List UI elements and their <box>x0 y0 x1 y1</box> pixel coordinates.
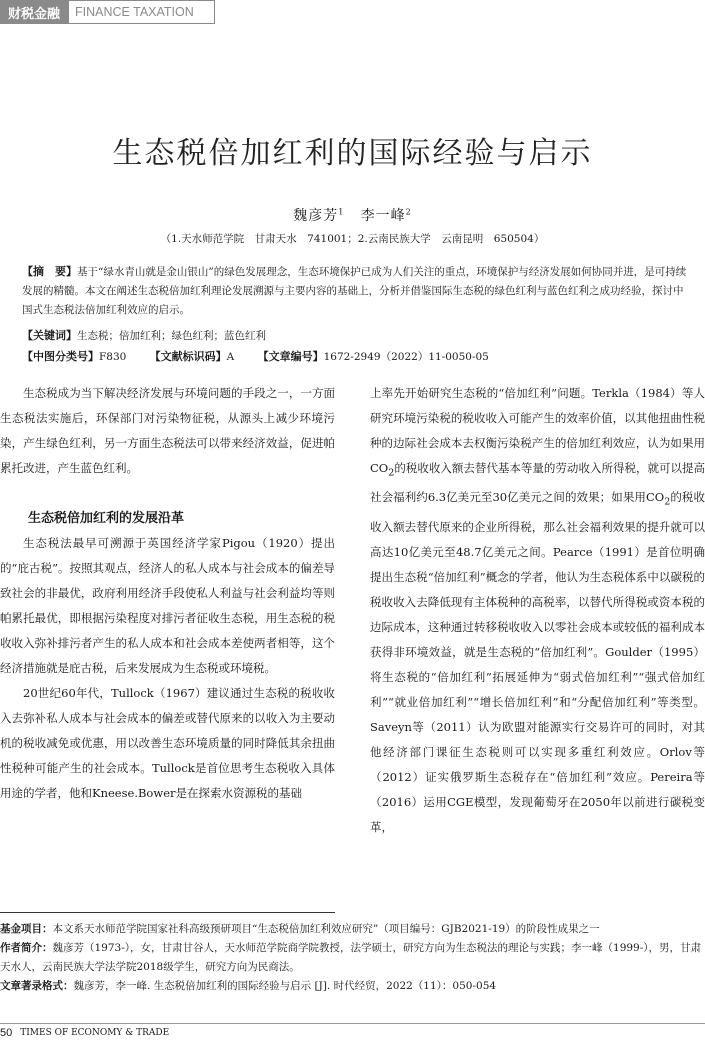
fund-text: 本文系天水师范学院国家社科高级预研项目“生态税倍加红利效应研究”（项目编号：GJB2021-19）的阶段性成果之一 <box>52 923 600 935</box>
keywords <box>22 326 688 346</box>
footnotes <box>0 920 705 996</box>
author-affil-mark-1: 1 <box>338 207 345 217</box>
paragraph <box>370 381 705 840</box>
clc-label: 【中图分类号】 <box>22 350 99 363</box>
section-heading: 生态税倍加红利的发展沿革 <box>28 511 185 526</box>
subscript: 2 <box>388 467 395 479</box>
doc-code-label: 【文献标识码】 <box>149 350 227 363</box>
footnote-author <box>0 939 705 977</box>
section-tag-english: FINANCE TAXATION <box>68 0 215 24</box>
page-footer <box>0 1023 705 1043</box>
author-line <box>0 205 705 225</box>
section-tag-chinese: 财税金融 <box>0 0 68 24</box>
paragraph-text: 的税收收入额去替代原来的企业所得税，那么社会福利效果的提升就可以高达10亿美元至48.7亿美元之间。Pearce（1991）是首位明确提出生态税“倍加红利”概念的学者，他认为生态税体系中以碳税的税收收入去降低现有主体税种的高税率，以替代所得税或资本税的边际成本，这种通过转移税收收入以零社会成本或较低的福利成本获得非环境效益，就是生态税的“倍加红利”。Goulder（1995）将生态税的“倍加红利”拓展延伸为“弱式倍加红利”“强式倍加红利”“就业倍加红利”“增长倍加红利”和“分配倍加红利”等类型。Saveyn等（2011）认为欧盟对能源实行交易许可的同时，对其他经济部门课征生态税则可以实现多重红利效应。Orlov等（2012）证实俄罗斯生态税存在“倍加红利”效应。Pereira等（2016）运用CGE模型，发现葡萄牙在2050年以前进行碳税变革， <box>370 490 705 834</box>
keywords-text: 生态税；倍加红利；绿色红利；蓝色红利 <box>77 330 266 342</box>
fund-label: 基金项目： <box>0 923 53 935</box>
author-name-1: 魏彦芳 <box>293 208 339 224</box>
citation-label: 文章著录格式： <box>0 980 74 992</box>
body-column-right <box>370 381 705 840</box>
clc-value: F830 <box>99 351 127 363</box>
doc-code-value: A <box>226 351 235 363</box>
page-number: 50 <box>0 1027 13 1039</box>
body-column-left <box>0 381 335 806</box>
footnote-divider <box>0 912 335 913</box>
author-name-2: 李一峰 <box>360 208 406 224</box>
keywords-label: 【关键词】 <box>22 329 77 342</box>
abstract-label: 【摘 要】 <box>22 265 77 278</box>
section-tag <box>0 0 215 24</box>
author-affil-mark-2: 2 <box>405 207 412 217</box>
paragraph-text: 上率先开始研究生态税的“倍加红利”问题。Terkla（1984）等人研究环境污染税的税收收入可能产生的效率价值，以其他扭曲性税种的边际社会成本去权衡污染税产生的倍加红利效应，认为如果用CO <box>370 386 705 475</box>
journal-name: TIMES OF ECONOMY & TRADE <box>20 1028 170 1038</box>
footnote-fund <box>0 920 705 939</box>
author-bio-text: 魏彦芳（1973-），女，甘肃甘谷人，天水师范学院商学院教授，法学硕士，研究方向为生态税法的理论与实践；李一峰（1999-），男，甘肃天水人，云南民族大学法学院2018级学生，研究方向为民商法。 <box>0 942 702 973</box>
article-id-label: 【文章编号】 <box>257 350 324 363</box>
author-bio-label: 作者简介： <box>0 942 53 954</box>
article-id-value: 1672-2949（2022）11-0050-05 <box>323 351 489 363</box>
abstract-text: 基于“绿水青山就是金山银山”的绿色发展理念，生态环境保护已成为人们关注的重点，环境保护与经济发展如何协同并进，是可持续发展的精髓。本文在阐述生态税倍加红利理论发展溯源与主要内容的基础上，分析并借鉴国际生态税的绿色红利与蓝色红利之成功经验，探讨中国式生态税法倍加红利效应的启示。 <box>22 266 687 316</box>
classification-line <box>22 347 688 367</box>
paragraph: 生态税成为当下解决经济发展与环境问题的手段之一，一方面生态税法实施后，环保部门对污染物征税，从源头上减少环境污染，产生绿色红利，另一方面生态税法可以带来经济效益，促进帕累托改进，产生蓝色红利。 <box>0 386 335 475</box>
subscript: 2 <box>664 496 671 508</box>
affiliation: （1.天水师范学院 甘肃天水 741001；2.云南民族大学 云南昆明 650504） <box>160 233 545 245</box>
footnote-citation <box>0 977 705 996</box>
abstract <box>22 262 688 320</box>
paragraph: 生态税法最早可溯源于英国经济学家Pigou（1920）提出的“庇古税”。按照其观点，经济人的私人成本与社会成本的偏差导致社会的非最优，政府利用经济手段使私人利益与社会利益均等则帕累托最优，即根据污染程度对排污者征收生态税，用生态税的税收收入弥补排污者产生的私人成本和社会成本差使两者相等，这个经济措施就是庇古税，后来发展成为生态税或环境税。 <box>0 536 335 675</box>
paragraph: 20世纪60年代，Tullock（1967）建议通过生态税的税收收入去弥补私人成本与社会成本的偏差或替代原来的以收入为主要动机的税收减免或优惠，用以改善生态环境质量的同时降低其余扭曲性税种可能产生的社会成本。Tullock是首位思考生态税收入具体用途的学者，他和Kneese.Bower是在探索水资源税的基础 <box>0 686 335 800</box>
citation-text: 魏彦芳，李一峰. 生态税倍加红利的国际经验与启示 [J]. 时代经贸，2022（11）：050-054 <box>73 980 497 992</box>
paragraph-text: 的税收收入额去替代基本等量的劳动收入所得税，就可以提高社会福利约6.3亿美元至30亿美元之间的效果；如果用CO <box>370 461 705 505</box>
article-title: 生态税倍加红利的国际经验与启示 <box>112 136 593 171</box>
